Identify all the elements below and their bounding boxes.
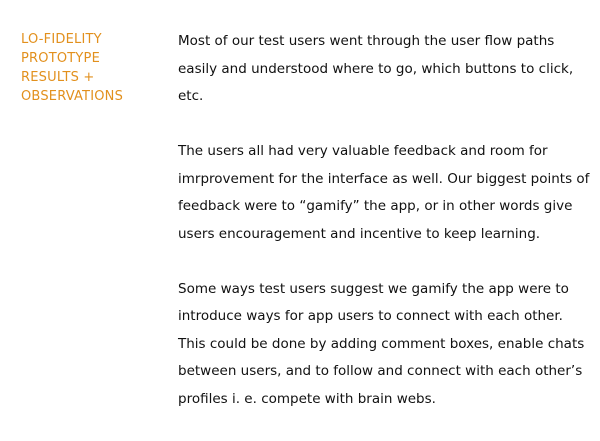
heading-line: RESULTS +	[21, 70, 95, 85]
paragraph-gamify-suggestions	[178, 276, 590, 414]
text-line: imrprovement for the interface as well. Our biggest points of	[178, 170, 590, 187]
text-line: Some ways test users suggest we gamify the app were to	[178, 280, 569, 297]
paragraph-user-flow	[178, 28, 590, 111]
text-line: profiles i. e. compete with brain webs.	[178, 390, 436, 407]
body-text	[178, 28, 590, 441]
heading-line: OBSERVATIONS	[21, 89, 124, 104]
heading-line: PROTOTYPE	[21, 51, 101, 66]
text-line: users encouragement and incentive to keep learning.	[178, 225, 541, 242]
text-line: easily and understood where to go, which buttons to click,	[178, 60, 574, 77]
text-line: between users, and to follow and connect with each other’s	[178, 363, 583, 379]
text-line: This could be done by adding comment boxes, enable chats	[178, 335, 585, 352]
section-heading	[21, 30, 161, 106]
text-line: etc.	[178, 88, 204, 104]
text-line: The users all had very valuable feedback and room for	[178, 143, 548, 159]
text-line: feedback were to “gamify” the app, or in other words give	[178, 198, 573, 214]
text-line: introduce ways for app users to connect with each other.	[178, 308, 563, 324]
heading-line: LO-FIDELITY	[21, 32, 102, 47]
paragraph-feedback	[178, 138, 590, 248]
text-line: Most of our test users went through the user flow paths	[178, 33, 555, 49]
